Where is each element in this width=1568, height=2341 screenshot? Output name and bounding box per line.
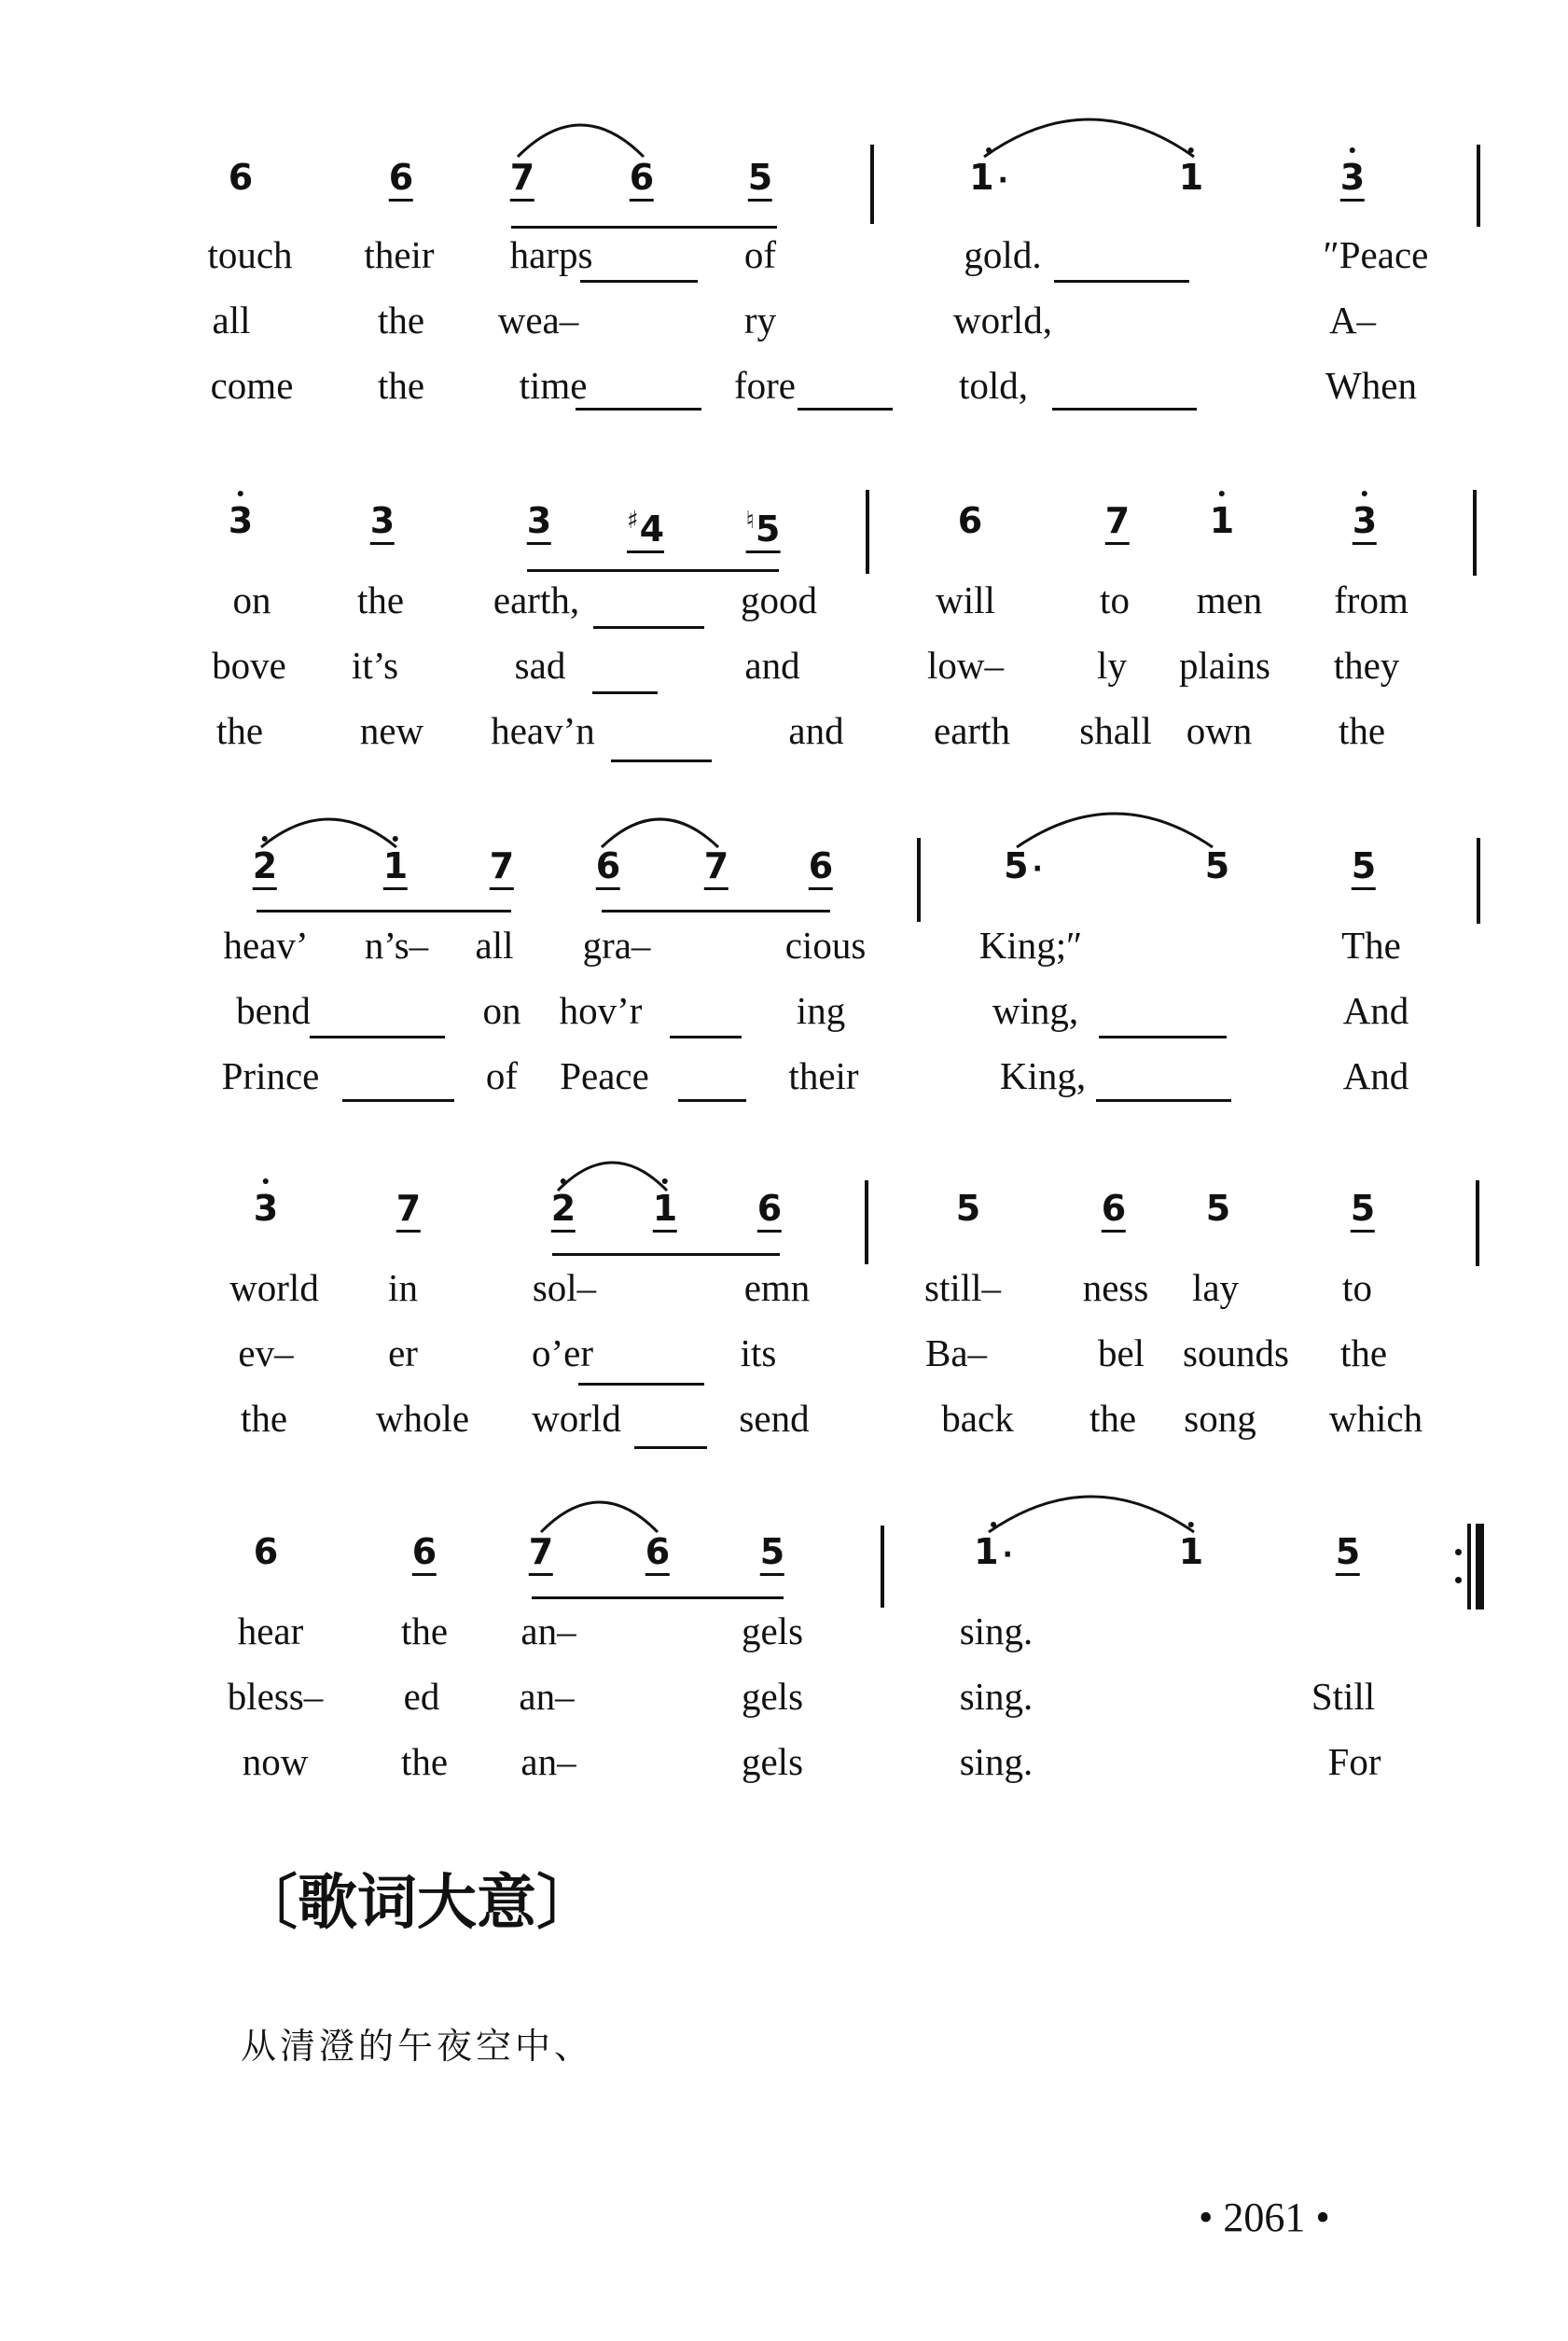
jianpu-note [1205,845,1229,886]
note-digit: 7 [509,157,535,198]
jianpu-note [396,1188,421,1229]
lyric-syllable: and [744,644,800,687]
lyric-syllable: world [229,1266,319,1309]
note-digit: 7 [1104,500,1131,541]
note-digit: 6 [228,157,254,198]
note-digit: 3 [1339,157,1366,198]
lyric-syllable: For [1327,1740,1381,1783]
note-digit: 6 [411,1531,437,1572]
note-digit: 4 [639,509,665,550]
duration-underline [748,199,772,202]
jianpu-note [383,845,408,886]
lyric-syllable: world [532,1397,621,1440]
lyric-syllable: sounds [1183,1331,1289,1374]
lyric-syllable: heav’n [491,709,595,752]
lyric-syllable: on [232,578,271,621]
melisma-line [593,626,704,629]
slur-arc [541,1502,658,1532]
lyric-syllable: they [1333,644,1400,687]
note-digit: 7 [528,1531,554,1572]
lyrics-meaning-heading: 〔歌词大意〕 [238,1868,596,1938]
lyric-syllable: ″Peace [1323,233,1429,276]
melisma-line [592,691,658,694]
note-digit: 1 [1178,1531,1204,1572]
melisma-line [678,1099,746,1102]
lyric-syllable: earth, [493,578,580,621]
lyric-syllable: of [485,1054,519,1097]
note-digit: 3 [369,500,395,541]
lyric-syllable: the [400,1740,449,1783]
slur-arc [518,125,644,157]
note-digit: 5 [955,1188,981,1229]
jianpu-note [254,1188,278,1229]
lyric-syllable: to [1100,578,1130,621]
beam-line [511,226,777,229]
slur-arc [602,819,718,847]
note-digit: 5 [1335,1531,1361,1572]
lyric-syllable: in [388,1266,418,1309]
lyric-syllable: song [1184,1397,1256,1440]
jianpu-note [412,1531,437,1572]
jianpu-note [490,845,514,886]
lyric-syllable: earth [934,709,1010,752]
jianpu-note [1351,1188,1375,1229]
lyric-syllable: it’s [351,644,399,687]
bar-line [870,145,874,224]
bar-line [1477,145,1480,227]
jianpu-note [969,157,1008,202]
duration-underline [412,1573,437,1576]
duration-underline [760,1573,784,1576]
lyric-syllable: er [388,1331,418,1374]
lyric-syllable: hov’r [559,989,643,1032]
bar-line [865,1180,868,1264]
lyric-syllable: hear [237,1609,304,1652]
lyric-syllable: the [377,364,425,407]
duration-underline [1353,542,1377,545]
repeat-end-thin-bar [1467,1524,1471,1609]
duration-underline [704,887,728,890]
duration-underline [510,199,534,202]
lyric-syllable: the [356,578,405,621]
note-digit: 6 [808,845,834,886]
duration-underline [527,542,551,545]
repeat-dot [1455,1577,1462,1583]
lyric-syllable: all [475,924,514,967]
slur-arc [989,1497,1194,1532]
note-digit: 5 [1351,845,1377,886]
translation-line: 从清澄的午夜空中、 [241,2026,594,2067]
lyric-syllable: ly [1097,644,1127,687]
duration-underline [1102,1230,1126,1233]
lyric-syllable: King, [999,1054,1087,1097]
lyric-syllable: n’s– [364,924,429,967]
lyric-syllable: heav’ [223,924,309,967]
jianpu-note [389,157,413,198]
high-octave-dot [986,147,992,153]
note-digit: 1 [1178,157,1204,198]
melisma-line [634,1446,707,1449]
lyric-syllable: low– [927,644,1004,687]
lyric-syllable: gold. [964,233,1042,276]
lyric-syllable: whole [375,1397,470,1440]
note-digit: 2 [252,845,278,886]
lyric-syllable: wea– [497,299,579,341]
duration-underline [383,887,408,890]
lyric-syllable: still– [923,1266,1002,1309]
jianpu-note [370,500,395,541]
lyric-syllable: which [1328,1397,1423,1440]
lyric-syllable: When [1325,364,1417,407]
note-digit: 6 [645,1531,671,1572]
lyric-syllable: time [519,364,588,407]
lyric-syllable: Still [1311,1675,1376,1718]
note-digit: 3 [526,500,552,541]
lyric-syllable: all [212,299,251,341]
duration-underline [1105,542,1130,545]
jianpu-note [1179,1531,1203,1572]
melisma-line [1096,1099,1231,1102]
lyric-syllable: the [1338,709,1386,752]
duration-underline [757,1230,782,1233]
high-octave-dot [991,1522,996,1527]
melisma-line [1054,280,1189,283]
jianpu-note [1340,157,1365,198]
lyric-syllable: the [400,1609,449,1652]
note-digit: 7 [703,845,729,886]
jianpu-note [760,1531,784,1572]
melisma-line [1052,408,1197,411]
augmentation-dot: · [997,164,1008,197]
lyric-syllable: gels [741,1675,804,1718]
melisma-line [576,408,701,411]
lyric-syllable: to [1342,1266,1372,1309]
jianpu-note [551,1188,576,1229]
melisma-line [798,408,893,411]
jianpu-note [748,157,772,198]
melisma-line [611,759,712,762]
note-digit: 3 [228,500,254,541]
bar-line [866,490,869,574]
note-digit: 5 [1204,845,1230,886]
bar-line [917,838,921,922]
jianpu-note [1353,500,1377,541]
lyric-syllable: their [788,1054,859,1097]
note-digit: 6 [253,1531,279,1572]
lyric-syllable: And [1342,989,1409,1032]
lyric-syllable: now [242,1740,309,1783]
lyric-syllable: told, [958,364,1029,407]
jianpu-note [1352,845,1376,886]
note-digit: 1 [1209,500,1235,541]
melisma-line [580,280,698,283]
note-digit: 1 [382,845,409,886]
duration-underline [253,887,277,890]
lyric-syllable: back [941,1397,1014,1440]
note-digit: 5 [747,157,773,198]
duration-underline [627,550,664,553]
beam-line [527,569,779,572]
duration-underline [490,887,514,890]
duration-underline [1336,1573,1360,1576]
bar-line [881,1526,884,1608]
lyric-syllable: cious [784,924,867,967]
jianpu-note [956,1188,980,1229]
jianpu-note [229,157,253,198]
jianpu-note [1105,500,1130,541]
lyric-syllable: gra– [582,924,651,967]
slur-arc [1017,814,1213,847]
lyric-syllable: sol– [532,1266,597,1309]
jianpu-note [1004,845,1043,890]
slur-arc [558,1163,667,1191]
lyric-syllable: Peace [560,1054,649,1097]
note-digit: 1 [974,1531,999,1572]
lyric-syllable: ed [403,1675,440,1718]
note-digit: 6 [388,157,414,198]
lyric-syllable: shall [1079,709,1152,752]
lyric-syllable: sad [514,644,566,687]
jianpu-note [704,845,728,886]
duration-underline [596,887,620,890]
accidental-mark: ♯ [626,507,639,535]
lyric-syllable: bless– [227,1675,324,1718]
jianpu-note [527,500,551,541]
note-digit: 5 [755,509,781,550]
lyric-syllable: sing. [959,1740,1034,1783]
lyric-syllable: their [364,233,435,276]
augmentation-dot: · [1032,853,1043,885]
slur-arc [984,119,1194,157]
jianpu-note [510,157,534,198]
lyric-syllable: the [240,1397,288,1440]
lyric-syllable: world, [953,299,1052,341]
jianpu-note [1102,1188,1126,1229]
jianpu-note [627,500,664,550]
lyric-syllable: the [1339,1331,1388,1374]
duration-underline [1351,1230,1375,1233]
lyric-syllable: gels [741,1740,804,1783]
jianpu-note [596,845,620,886]
lyric-syllable: sing. [959,1675,1034,1718]
note-digit: 2 [550,1188,576,1229]
lyric-syllable: its [740,1331,777,1374]
lyric-syllable: an– [519,1675,575,1718]
lyric-syllable: o’er [531,1331,594,1374]
lyric-syllable: an– [520,1609,576,1652]
note-digit: 6 [957,500,983,541]
jianpu-note [1179,157,1203,198]
repeat-end-thick-bar [1476,1524,1484,1609]
beam-line [532,1596,784,1599]
repeat-dot [1455,1549,1462,1555]
jianpu-note [253,845,277,886]
duration-underline [389,199,413,202]
lyric-syllable: And [1342,1054,1409,1097]
melisma-line [670,1036,742,1038]
lyric-syllable: emn [743,1266,811,1309]
jianpu-note [958,500,982,541]
jianpu-note [645,1531,670,1572]
note-digit: 7 [395,1188,422,1229]
note-digit: 6 [756,1188,783,1229]
lyric-syllable: ing [796,989,846,1032]
note-digit: 6 [595,845,621,886]
lyric-syllable: the [377,299,425,341]
jianpu-note [1210,500,1234,541]
melisma-line [310,1036,445,1038]
lyric-syllable: the [1089,1397,1137,1440]
melisma-line [1099,1036,1227,1038]
lyric-syllable: gels [741,1609,804,1652]
lyric-syllable: bend [236,989,311,1032]
jianpu-note [757,1188,782,1229]
beam-line [257,910,511,913]
lyric-syllable: come [210,364,294,407]
lyric-syllable: sing. [959,1609,1034,1652]
lyric-syllable: from [1334,578,1408,621]
note-digit: 1 [969,157,994,198]
jianpu-note [653,1188,677,1229]
jianpu-note [529,1531,553,1572]
note-digit: 3 [1352,500,1378,541]
note-digit: 5 [759,1531,785,1572]
duration-underline [630,199,654,202]
lyric-syllable: and [788,709,844,752]
beam-line [552,1253,780,1256]
jianpu-note [809,845,833,886]
lyric-syllable: own [1186,709,1253,752]
lyric-syllable: new [359,709,424,752]
lyric-syllable: harps [509,233,593,276]
page-number: • 2061 • [1199,2195,1330,2240]
duration-underline [396,1230,421,1233]
duration-underline [1352,887,1376,890]
lyric-syllable: plains [1179,644,1270,687]
jianpu-note [974,1531,1013,1576]
lyric-syllable: the [215,709,264,752]
jianpu-note [746,500,781,550]
duration-underline [551,1230,576,1233]
lyric-syllable: Prince [221,1054,320,1097]
note-digit: 5 [1004,845,1029,886]
lyric-syllable: on [482,989,521,1032]
note-digit: 7 [489,845,515,886]
note-digit: 3 [253,1188,279,1229]
lyric-syllable: touch [207,233,293,276]
lyric-syllable: men [1196,578,1263,621]
melisma-line [342,1099,454,1102]
bar-line [1477,838,1480,924]
lyric-syllable: of [743,233,777,276]
lyric-syllable: bel [1097,1331,1145,1374]
jianpu-note [254,1531,278,1572]
lyric-syllable: ry [743,299,777,341]
lyric-syllable: ness [1082,1266,1149,1309]
jianpu-note [229,500,253,541]
lyric-syllable: The [1341,924,1401,967]
note-digit: 6 [629,157,655,198]
lyric-syllable: Ba– [924,1331,988,1374]
jianpu-note [1336,1531,1360,1572]
bar-line [1476,1180,1479,1266]
lyric-syllable: fore [733,364,797,407]
lyric-syllable: King;″ [978,924,1083,967]
lyric-syllable: wing, [992,989,1079,1032]
slur-arc [261,819,396,847]
lyric-syllable: will [936,578,995,621]
duration-underline [809,887,833,890]
duration-underline [746,550,781,553]
lyric-syllable: an– [520,1740,576,1783]
duration-underline [1340,199,1365,202]
note-digit: 5 [1350,1188,1376,1229]
duration-underline [645,1573,670,1576]
beam-line [602,910,830,913]
bar-line [1473,490,1477,576]
lyric-syllable: ev– [238,1331,294,1374]
lyric-syllable: good [741,578,817,621]
jianpu-note [1206,1188,1230,1229]
lyric-syllable: lay [1191,1266,1240,1309]
duration-underline [529,1573,553,1576]
lyric-syllable: bove [212,644,286,687]
melisma-line [578,1383,704,1386]
note-digit: 1 [652,1188,678,1229]
duration-underline [653,1230,677,1233]
note-digit: 6 [1101,1188,1127,1229]
lyric-syllable: A– [1328,299,1377,341]
duration-underline [370,542,395,545]
jianpu-note [630,157,654,198]
lyric-syllable: send [739,1397,810,1440]
accidental-mark: ♮ [745,507,755,535]
augmentation-dot: · [1002,1539,1013,1571]
note-digit: 5 [1205,1188,1231,1229]
